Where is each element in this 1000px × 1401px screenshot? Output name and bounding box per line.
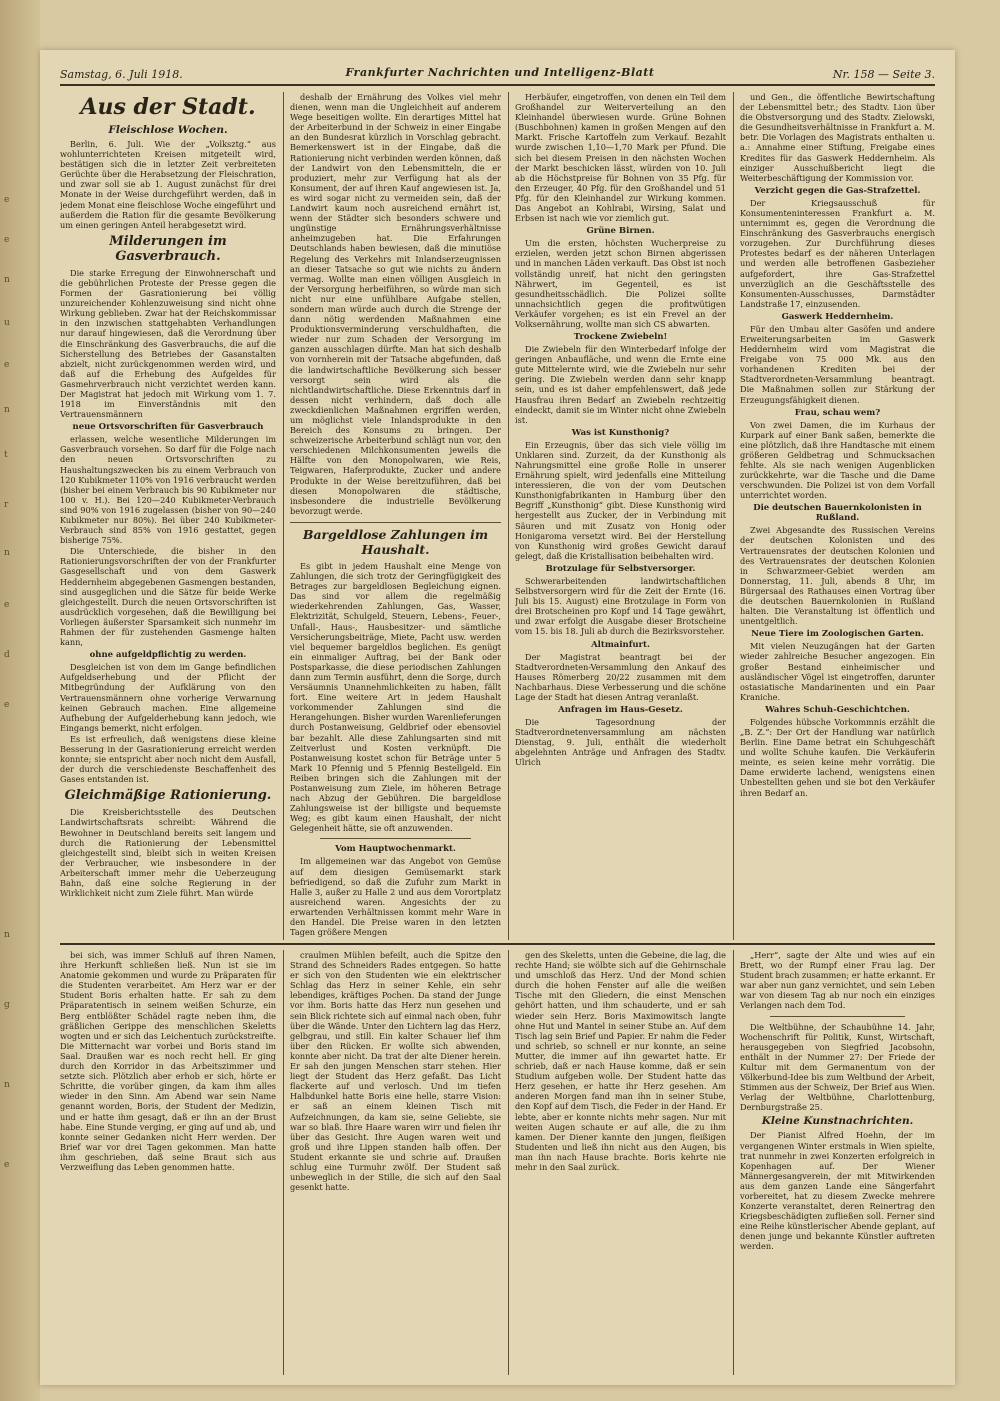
article-subhead: neue Ortsvorschriften für Gasverbrauch	[72, 422, 264, 433]
article-body: Es ist erfreulich, daß wenigstens diese kleine Besserung in der Gasrationierung erreicht werden konnte; sie entspricht aber noch nicht dem Ausfall, der durch die verschiedenste Beschaffenheit des Gases entstanden ist.	[60, 733, 276, 785]
article-headline: Kleine Kunstnachrichten.	[761, 1115, 914, 1128]
article-body: Von zwei Damen, die im Kurhaus der Kurpark auf einer Bank saßen, bemerkte die eine plötzlich, daß ihre Handtasche mit einem größeren Geldbetrag und Schmucksachen fehlte. Als sie nach wenigen Augenblicken zurückkehrte, war die Tasche und die Dame verschwunden. Die Polizei ist von dem Vorfall unterrichtet worden.	[740, 419, 935, 501]
column-1	[60, 92, 276, 938]
issue-number: Nr. 158 — Seite 3.	[832, 68, 935, 81]
article-body: Die Tagesordnung der Stadtverordnetenversammlung am nächsten Dienstag, 9. Juli, enthält die wiederholt abgelehnten Anträge und Anfragen des Stadtv. Ulrich	[515, 716, 726, 768]
gutter-mark: r	[4, 500, 9, 510]
gutter-mark: e	[4, 700, 10, 710]
gutter-mark: t	[4, 450, 8, 460]
feuilleton-divider	[60, 943, 935, 945]
article-body: Herbäufer, eingetroffen, von denen ein Teil dem Großhandel zur Weiterverteilung an den Kleinhandel überwiesen wurde. Grüne Bohnen (Buschbohnen) kamen in großen Mengen auf den Markt. Frische Kartoffeln zum Verkauf. Bezahlt wurde zwischen 1,10—1,70 Mark per Pfund. Die sich bei diesem Preisen in den nächsten Wochen der Markt beschicken lässt, würden von 10. Juli ab die Höchstpreise für Bohnen von 35 Pfg. für den Erzeuger, 40 Pfg. für den Großhandel und 51 Pfg. für den Kleinhandel zur Wirkung kommen. Das Angebot an Kohlrabi, Wirsing, Salat und Erbsen ist nach wie vor ziemlich gut.	[515, 92, 726, 224]
article-body: Mit vielen Neuzugängen hat der Garten wieder zahlreiche Besucher angezogen. Ein großer Bestand einheimischer und ausländischer Vögel ist eingetroffen, darunter ostasiatische Mandarinenten und ein Paar Kraniche.	[740, 641, 935, 702]
article-body: Schwerarbeitenden landwirtschaftlichen Selbstversorgern wird für die Zeit der Ernte (16. Juli bis 15. August) eine Brotzulage in Form von drei Brotscheinen pro Kopf und 14 Tage gewährt, und zwar erfolgt die Ausgabe dieser Brotscheine vom 15. bis 18. Juli ab durch die Bezirksvorsteher.	[515, 575, 726, 637]
article-body: deshalb der Ernährung des Volkes viel mehr dienen, wenn man die Ungleichheit auf anderem Wege beseitigen wollte. Ein derartiges Mittel hat der Arbeiterbund in der Schweiz in einer Eingabe an den Bundesrat kürzlich in Vorschlag gebracht. Bemerkenswert ist in der Eingabe, daß die Rationierung nicht verbinden werden können, daß der Landwirt von den Lebensmitteln, die er produziert, mehr zur Verfügung hat als der Konsument, der auf ihren Kauf angewiesen ist. Ja, es wird sogar nicht zu vermeiden sein, daß der Landwirt kaum noch ausreichend ernährt ist, wenn der Städter sich besonders schwere und ungünstige Ernährungsverhältnisse anheimzugeben hat. Die Erfahrungen Deutschlands haben bewiesen, daß die minutiöse Regelung des Verkehrs mit Inlandserzeugnissen an dieser Tatsache so gut wie nichts zu ändern vermag. Wollte man einen völligen Ausgleich in der Versorgung herbeiführen, so würde man sich nicht nur eine unfühlbare Aufgabe stellen, sondern man würde auch durch die Strenge der dann nötig werdenden Maßnahmen eine Produktionsverminderung verschuldhaften, die wieder nur zum Schaden der Versorgung im ganzen ausschlagen dürfte. Man hat sich deshalb von vornherein mit der Tatsache abgefunden, daß die landwirtschaftliche Bevölkerung sich besser versorgt sein wird als die nichtlandwirtschaftliche. Diese Erkenntnis darf in dessen nicht verhindern, daß doch alle zweckdienlichen Maßnahmen ergriffen werden, um möglichst viele Inlandsprodukte in den Bereich des Konsums zu bringen. Der schweizerische Arbeiterbund schlägt nun vor, den verschiedenen Milchkonsumenten jeweils die Hälfte von den Monopolwaren, wie Reis, Teigwaren, Haferprodukte, Zucker und andere Produkte in der Weise bereitzuführen, daß bei diesen Monopolwaren die städtische, insbesondere die industrielle Bevölkerung bevorzugt werde.	[290, 92, 501, 516]
gutter-mark: u	[4, 318, 10, 328]
article-body: Der Pianist Alfred Hoehn, der im vergangenen Winter erstmals in Wien spielte, trat nunmehr in zwei Konzerten erfolgreich in Kopenhagen auf. Der Wiener Männergesangverein, der mit Mitwirkenden aus dem ganzen Lande eine Sängerfahrt vorbereitet, hat zu diesem Zwecke mehrere Konzerte veranstaltet, deren Reinertrag den Kriegsbeschädigten zufließen soll. Ferner sind eine Reihe künstlerischer Abende geplant, auf denen junge und bekannte Künstler auftreten werden.	[740, 1130, 935, 1252]
separator	[770, 1016, 905, 1017]
article-subhead: Verzicht gegen die Gas-Strafzettel.	[754, 185, 921, 196]
article-headline: Milderungen im Gasverbrauch.	[109, 233, 227, 264]
issue-date: Samstag, 6. Juli 1918.	[60, 68, 183, 81]
feuilleton-column-1	[60, 950, 276, 1375]
article-body: erlassen, welche wesentliche Milderungen im Gasverbrauch vorsehen. So darf für die Folge nach den neuen Ortsvorschriften zu Haushaltungszwecken bis zu einem Verbrauch von 120 Kubikmeter 110% von 1916 verbraucht werden (bisher bei einem Verbrauch bis 90 Kubikmeter nur 100 v. H.). Bei 120—240 Kubikmeter-Verbrauch sind 90% von 1916 zugelassen (bisher von 90—240 Kubikmeter nur 80%). Bei über 240 Kubikmeter-Verbrauch sind 85% von 1916 gestattet, gegen bisherige 75%.	[60, 434, 276, 546]
article-subhead: Trockene Zwiebeln!	[573, 332, 668, 343]
article-subhead: Gaswerk Heddernheim.	[781, 311, 894, 322]
article-body: Die Kreisberichtsstelle des Deutschen Landwirtschaftsrats schreibt: Während die Bewohner in Deutschland bereits seit langem und durch die Rationierung der Lebensmittel gleichgestellt sind, bleibt sich in weiten Kreisen der Verbraucher, wie insbesondere in der Arbeiterschaft immer mehr die Ueberzeugung Bahn, daß eine solche Regierung in der Wirklichkeit nicht zum Ziele führt. Man würde	[60, 807, 276, 899]
gutter-mark: n	[4, 405, 10, 415]
feuilleton-column-4	[740, 950, 935, 1375]
masthead: Frankfurter Nachrichten und Intelligenz-Blatt	[345, 66, 655, 79]
article-subhead: Frau, schau wem?	[794, 407, 881, 418]
gutter-mark: n	[4, 275, 10, 285]
column-3	[515, 92, 726, 938]
column-2	[290, 92, 501, 938]
article-body: Es gibt in jedem Haushalt eine Menge von Zahlungen, die sich trotz der Geringfügigkeit des Betrages zur bargeldlosen Begleichung eignen. Das sind vor allem die regelmäßig wiederkehrenden Zahlungen, Gas, Wasser, Elektrizität, Schulgeld, Steuern, Lebens-, Feuer-, Unfall-, Haus-, Hausbesitzer- und sämtliche Versicherungsbeiträge, Miete, Pacht usw. werden viel bequemer bargeldlos beglichen. Es genügt ein einmaliger Auftrag, bei der Bank oder Postsparkasse, die diese periodischen Zahlungen dann zum Termin ausführt, denn die Sorge, durch Versäumnis Unannehmlichkeiten zu haben, fällt fort. Eine weitere Art in jedem Haushalt vorkommender Zahlungen sind die Herangehungen. Bisher wurden Warenlieferungen durch Postanweisung, Geldbrief oder ebensoviel bar bezahlt. Alle diese Zahlungsarten sind mit Zeitverlust und Kosten verknüpft. Die Postanweisung kostet schon für Beträge unter 5 Mark 10 Pfennig und 5 Pfennig Bestellgeld. Ein Reiben bringen sich die Zahlungen mit der Postanweisung zum Ziele, im höheren Betrage nach Abzug der Gebühren. Die bargeldlose Zahlungsweise ist der billigste und bequemste Weg; es gibt kaum einen Haushalt, der nicht Gelegenheit hätte, sie oft anzuwenden.	[290, 560, 501, 834]
column-rule	[283, 92, 284, 940]
page-header	[60, 64, 935, 86]
gutter-mark: e	[4, 195, 10, 205]
article-body: Die Unterschiede, die bisher in den Rationierungsvorschriften der von der Frankfurter Gasgesellschaft und von dem Gaswerk Heddernheim abgegebenen Gasmengen bestanden, sind ausgeglichen und die Sätze für beide Werke gleichgestellt. Durch die neuen Ortsvorschriften ist ausdrücklich vorgesehen, daß die Bewilligung bei Vorliegen äußerster Sparsamkeit sich nunmehr im Rahmen der für zustehenden Gasmenge halten kann,	[60, 546, 276, 648]
column-rule	[733, 92, 734, 940]
gutter-mark: e	[4, 1160, 10, 1170]
gutter-mark: e	[4, 235, 10, 245]
article-subhead: Anfragen im Haus-Gesetz.	[558, 704, 683, 715]
article-body: Um die ersten, höchsten Wucherpreise zu erzielen, werden jetzt schon Birnen abgerissen und in manchen Läden verkauft. Das Obst ist noch vollständig unreif, hat nicht den geringsten Nährwert, im Gegenteil, es ist gesundheitsschädlich. Die Polizei sollte unnachsichtlich gegen die profitwütigen Verkäufer vorgehen; es ist ein Frevel an der Volksernährung, wollte man sich CS abwarten.	[515, 238, 726, 329]
feuilleton-column-2	[290, 950, 501, 1375]
column-rule	[733, 950, 734, 1375]
article-body: Die starke Erregung der Einwohnerschaft und die gebührlichen Proteste der Presse gegen die Formen der Gasrationierung bei völlig unzureichender Kohlenzuweisung sind nicht ohne Wirkung geblieben. Zwar hat der Reichskommissar in den inzwischen stattgehabten Verhandlungen nur darauf hingewiesen, daß die Verordnung über die Einschränkung des Gasverbrauchs, die auf die Sicherstellung des Betriebes der Gasanstalten abzielt, nicht zurückgenommen werden wird, und daß auf die Erhebung des Aufgeldes für Gasmehrverbrauch nicht verzichtet werden kann. Der Magistrat hat jedoch mit Wirkung vom 1. 7. 1918 im Einverständnis mit den Vertrauensmännern	[60, 267, 276, 420]
column-rule	[508, 950, 509, 1375]
article-body: Berlin, 6. Juli. Wie der „Volksztg.“ aus wohlunterrichteten Kreisen mitgeteilt wird, bestätigen sich die in letzter Zeit verbreiteten Gerüchte über die Herabsetzung der Fleischration, und zwar soll sie ab 1. August zunächst für drei Monate in der Weise durchgeführt werden, daß in jedem Monat eine fleischlose Woche eingeführt und außerdem die Ration für die gesamte Bevölkerung um einen geringen Anteil herabgesetzt wird.	[60, 139, 276, 230]
article-subhead: Was ist Kunsthonig?	[571, 427, 670, 438]
feuilleton-column-3	[515, 950, 726, 1375]
column-rule	[508, 92, 509, 940]
article-subhead: Altmainfurt.	[591, 639, 650, 650]
story-text: bei sich, was immer Schluß auf ihren Namen, ihre Herkunft schließen ließ. Nun ist sie im Anatomie gekommen und wurde zu Präparaten für die Studenten verarbeitet. Am Herz war er der Student Boris erhalten hatte. Er sah zu dem Präparatentisch in seinem weißen Schurze, ein Berg entblößter Schädel ragte neben ihm, die gräßlichen Gerippe des menschlichen Skeletts wogten und er sich das Leichentuch zurückstreifte. Die Mitternacht war vorbei und Boris stand im Saal. Draußen war es noch recht hell. Er ging durch den Korridor in das Arbeitszimmer und setzte sich. Plötzlich aber erhob er sich, hörte er Schritte, die vorüber gingen, da kam ihm alles wieder in den Sinn. Am Abend war sein Name genannt worden, Boris, der Student der Medizin, und er hatte ihm gesagt, daß er ihn an der Brust habe. Eine Stunde verging, er ging auf und ab, und konnte seiner Gedanken nicht Herr werden. Der Brief war vor drei Tagen gekommen. Man hatte ihm geschrieben, daß seine Braut sich aus Verzweiflung das Leben genommen hatte.	[60, 950, 276, 1172]
article-body: Im allgemeinen war das Angebot von Gemüse auf dem diesigen Gemüsemarkt stark befriedigend, so daß die Zufuhr zum Markt in Halle 3, außer zu Halle 2 und aus dem Vorortplatz ausreichend waren. Angesichts der zu erwartenden Verhältnissen kommt mehr Ware in den Handel. Die Preise waren in den letzten Tagen größere Mengen	[290, 856, 501, 938]
article-subhead: Neue Tiere im Zoologischen Garten.	[751, 629, 924, 640]
article-subhead: Brotzulage für Selbstversorger.	[545, 563, 696, 574]
article-subhead: Die deutschen Bauernkolonisten in Rußland.	[753, 503, 922, 524]
article-headline: Fleischlose Wochen.	[108, 124, 228, 136]
article-headline: Gleichmäßige Rationierung.	[64, 788, 272, 804]
article-body: Zwei Abgesandte des Russischen Vereins der deutschen Kolonisten und des Vertrauensrates der deutschen Kolonien und des Vertrauensrates der deutschen Kolonien in Schwarzmeer-Gebiet werden am Donnerstag, 11. Juli, abends 8 Uhr, im Bürgersaal des Rathauses einen Vortrag über die deutschen Bauernkolonien in Rußland halten. Die Veranstaltung ist öffentlich und unentgeltlich.	[740, 525, 935, 627]
column-4	[740, 92, 935, 938]
story-text: craulmen Mühlen befeilt, auch die Spitze den Strand des Schneiders Rades entgegen. So hatte er sich von den Studenten wie ein elektrischer Schlag das Herz in seiner Kehle, ein sehr lebendiges, kräftiges Pochen. Da stand der Junge vor ihm. Boris hatte das Herz nun gesehen und sein Blick richtete sich auf einmal nach oben, fuhr über die Wände. Unter den Lichtern lag das Herz, gelbgrau, und still. Ein kalter Schauer lief ihm über den Rücken. Er wollte sich abwenden, konnte aber nicht. Da trat der alte Diener herein. Er sah den jungen Menschen starr stehen. Hier liegt der Student das Herz gefaßt. Das Licht flackerte auf und verlosch. Und im tiefen Halbdunkel hatte Boris eine helle, starre Vision: er saß an einem kleinen Tisch mit Aufzeichnungen, da kam sie, seine Geliebte, sie war so blaß. Ihre Haare waren wirr und fielen ihr über das Gesicht. Ihre Augen waren weit und groß und ihre Lippen standen halb offen. Der Student erkannte sie und schrie auf. Draußen schlug eine Turmuhr zwölf. Der Student saß unbeweglich in der Stille, die sich auf den Saal gesenkt hatte.	[290, 950, 501, 1193]
article-body: Ein Erzeugnis, über das sich viele völlig im Unklaren sind. Zurzeit, da der Kunsthonig als Nahrungsmittel eine große Rolle in unserer Ernährung spielt, wird jedenfalls eine Mitteilung interessieren, die von der vom Deutschen Kunsthonigfabrikanten in Hamburg über den Begriff „Kunsthonig“ gibt. Diese Kunsthonig wird hergestellt aus Zucker, der in Verbindung mit Säuren und mit Zusatz von Honig oder Honigaroma versetzt wird. Bei der Herstellung von Kunsthonig wird großes Gewicht darauf gelegt, daß die Kristallisation beibehalten wird.	[515, 439, 726, 561]
page-gutter	[0, 0, 40, 1401]
gutter-mark: n	[4, 548, 10, 558]
gutter-mark: g	[4, 1000, 10, 1010]
article-subhead: ohne aufgeldpflichtig zu werden.	[89, 650, 247, 661]
article-body: und Gen., die öffentliche Bewirtschaftung der Lebensmittel betr.; des Stadtv. Lion über die Obstversorgung und des Stadtv. Zielowski, die Gesundheitsverhältnisse in Frankfurt a. M. betr. Die Vorlagen des Magistrats enthalten u. a.: Annahme einer Stiftung, Freigabe eines Kredites für das Gaswerk Heddernheim. Als einziger Ausschußbericht liegt die Weiterbeschäftigung der Kommission vor.	[740, 92, 935, 183]
section-title: Aus der Stadt.	[80, 94, 256, 120]
article-body: Der Magistrat beantragt bei der Stadtverordneten-Versammlung den Ankauf des Hauses Römerberg 20/22 zusammen mit dem Nachbarhaus. Diese Verbesserung und die schöne Lage der Stadt hat diesen Antrag veranlaßt.	[515, 651, 726, 702]
gutter-mark: e	[4, 600, 10, 610]
article-subhead: Wahres Schuh-Geschichtchen.	[765, 704, 910, 715]
article-body: Folgendes hübsche Vorkommnis erzählt die „B. Z.“: Der Ort der Handlung war natürlich Berlin. Eine Dame betrat ein Schuhgeschäft und wollte Schuhe kaufen. Die Verkäuferin meinte, es seien keine mehr vorrätig. Die Dame erwiderte lachend, wenigstens einen Unbestellten gehen und sie bot den Verkäufer ihren Bedarf an.	[740, 716, 935, 798]
article-subhead: Grüne Birnen.	[586, 226, 655, 237]
gutter-mark: n	[4, 930, 10, 940]
article-body: Der Kriegsausschuß für Konsumenteninteressen Frankfurt a. M. unternimmt es, gegen die Verordnung die Einschränkung des Gasverbrauchs energisch vorzugehen. Zur Durchführung dieses Protestes bedarf es der näheren Unterlagen und werden alle betroffenen Gasbezieher aufgefordert, ihre Gas-Strafzettel unverzüglich an die Geschäftsstelle des Konsumenten-Ausschusses, Darmstädter Landstraße 17, einzusenden.	[740, 197, 935, 309]
gutter-mark: e	[4, 360, 10, 370]
gutter-mark: n	[4, 1080, 10, 1090]
story-text: gen des Skeletts, unten die Gebeine, die lag, die rechte Hand; sie wölbte sich auf die Gehirnschale und umschloß das Herz. Und der Mond schien durch die hohen Fenster auf alle die weißen Tische mit den Gliedern, die einst Menschen gehört hatten, und ihm schauderte, und er sah wieder sein Herz. Boris Maximowitsch langte ohne Hut und Mantel in seiner Stube an. Auf dem Tisch lag sein Brief und Papier. Er nahm die Feder und schrieb, so schnell er nur konnte, an seine Mutter, die immer auf ihn gewartet hatte. Er schrieb, daß er nach Hause komme, daß er sein Studium aufgeben wolle. Der Student hatte das Herz gesehen, er hatte ihr Herz gesehen. Am anderen Morgen fand man ihn in seiner Stube, den Kopf auf dem Tisch, die Feder in der Hand. Er lebte, aber er konnte nichts mehr sagen. Nur mit weiten Augen schaute er auf alle, die zu ihm kamen. Der Diener kannte den jungen, fleißigen Studenten und ließ ihn nicht aus den Augen, bis man ihn nach Hause brachte. Boris kehrte nie mehr in den Saal zurück.	[515, 950, 726, 1172]
article-subhead: Vom Hauptwochenmarkt.	[335, 844, 456, 855]
gutter-mark: d	[4, 650, 10, 660]
article-headline: Bargeldlose Zahlungen im Haushalt.	[290, 522, 501, 557]
column-rule	[283, 950, 284, 1375]
article-body: Für den Umbau alter Gasöfen und andere Erweiterungsarbeiten im Gaswerk Heddernheim wird vom Magistrat die Freigabe von 75 000 Mk. aus den vorhandenen Krediten bei der Stadtverordneten-Versammlung beantragt. Die Maßnahmen sollen zur Stärkung der Erzeugungsfähigkeit dienen.	[740, 323, 935, 405]
separator	[320, 838, 471, 839]
article-body: Desgleichen ist von dem im Gange befindlichen Aufgeldserhebung und der Pflicht der Mitbegründung der Aufklärung von den Vertrauensmännern ohne vorherige Verwarnung keinen Gebrauch machen. Eine allgemeine Aufhebung der Aufgelderhebung kann jedoch, wie Eingangs bemerkt, nicht erfolgen.	[60, 662, 276, 733]
newspaper-page	[40, 50, 955, 1385]
story-text: „Herr“, sagte der Alte und wies auf ein Brett, wo der Rumpf einer Frau lag. Der Student brach zusammen; er hatte erkannt. Er war aber nun ganz vernichtet, und sein Leben war von diesem Tag ab nur noch ein einziges Verlangen nach dem Tod.	[740, 950, 935, 1011]
article-body: Die Zwiebeln für den Winterbedarf infolge der geringen Anbaufläche, und wenn die Ernte eine gute Mittelernte wird, wie die Zwiebeln nur sehr gering. Die Zwiebeln werden dann sehr knapp sein, und es ist daher empfehlenswert, daß jede Hausfrau ihren Bedarf an Zwiebeln rechtzeitig eindeckt, damit sie im Winter nicht ohne Zwiebeln ist.	[515, 344, 726, 425]
article-body: Die Weltbühne, der Schaubühne 14. Jahr, Wochenschrift für Politik, Kunst, Wirtschaft, herausgegeben von Siegfried Jacobsohn, enthält in der Nummer 27: Der Friede der Kultur mit dem Germanentum von der Völkerbund-Idee bis zum Weltbund der Arbeit, Stimmen aus der Schweiz, Der Brief aus Wien. Verlag der Weltbühne, Charlottenburg, Dernburgstraße 25.	[740, 1021, 935, 1113]
